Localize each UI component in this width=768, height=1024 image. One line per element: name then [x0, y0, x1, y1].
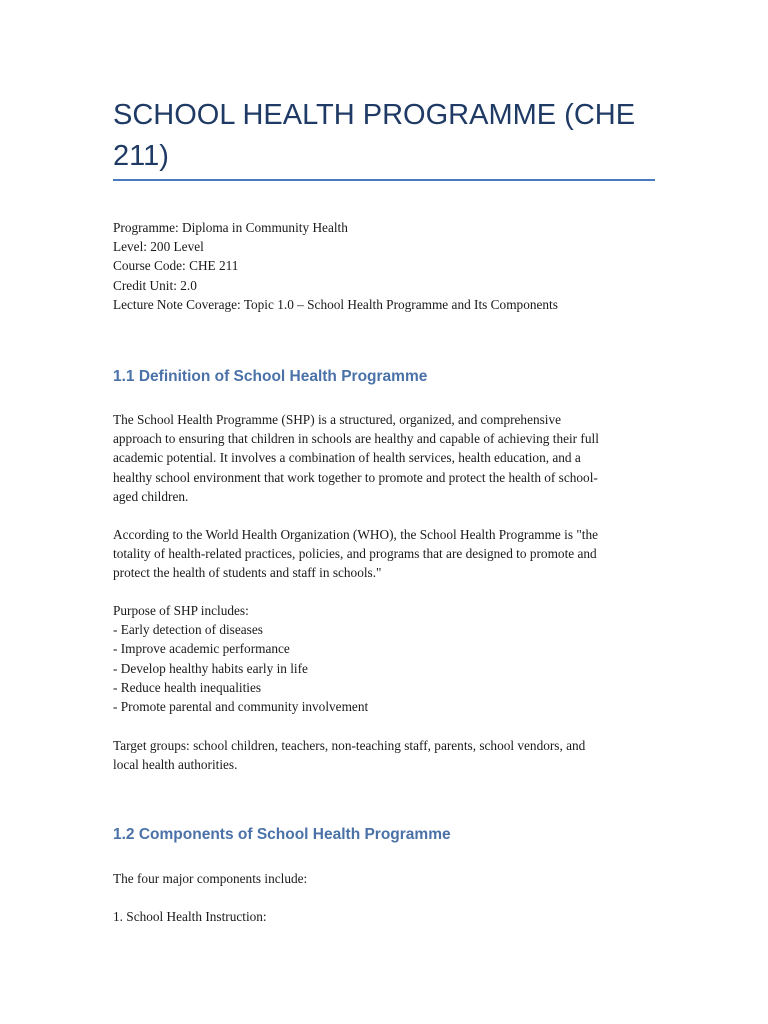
definition-line-1: The School Health Programme (SHP) is a structured, organized, and comprehensive	[113, 412, 562, 427]
target-line-1: Target groups: school children, teachers, non-teaching staff, parents, school vendors, and	[113, 738, 586, 753]
purpose-heading-line: Purpose of SHP includes:	[113, 603, 249, 618]
document-title	[113, 95, 658, 177]
who-line-1: According to the World Health Organization (WHO), the School Health Programme is "the	[113, 527, 599, 542]
section-2-intro-line: The four major components include:	[113, 871, 308, 886]
who-line-3: protect the health of students and staff in schools."	[113, 565, 382, 581]
definition-line-4: healthy school environment that work together to promote and protect the health of school-	[113, 469, 598, 485]
meta-course-code: Course Code: CHE 211	[113, 258, 239, 274]
purpose-item: - Develop healthy habits early in life	[113, 660, 308, 676]
who-line-2: totality of health-related practices, policies, and programs that are designed to promote and	[113, 546, 597, 562]
section-2-item-1	[113, 907, 658, 926]
purpose-item: - Reduce health inequalities	[113, 679, 262, 695]
section-1-heading: 1.1 Definition of School Health Programme	[113, 368, 428, 385]
section-2-item-1-line: 1. School Health Instruction:	[113, 909, 267, 924]
purpose-item: - Early detection of diseases	[113, 622, 263, 638]
definition-line-5: aged children.	[113, 488, 189, 504]
document-title-line-2: 211)	[113, 140, 169, 172]
purpose-item: - Improve academic performance	[113, 641, 290, 657]
section-1-purpose-list	[113, 601, 658, 716]
target-line-2: local health authorities.	[113, 757, 238, 773]
meta-programme: Programme: Diploma in Community Health	[113, 220, 348, 235]
section-1-definition-paragraph	[113, 410, 658, 506]
title-underline-divider	[113, 179, 655, 181]
section-1-target-groups-paragraph	[113, 736, 658, 774]
section-2-intro-paragraph	[113, 869, 658, 888]
purpose-item: - Promote parental and community involvement	[113, 699, 369, 715]
section-2-heading: 1.2 Components of School Health Programme	[113, 826, 451, 843]
meta-credit-unit: Credit Unit: 2.0	[113, 277, 197, 293]
definition-line-3: academic potential. It involves a combination of health services, health education, and a	[113, 450, 581, 466]
meta-lecture-coverage: Lecture Note Coverage: Topic 1.0 – School Health Programme and Its Components	[113, 296, 558, 312]
section-1-who-paragraph	[113, 525, 658, 583]
definition-line-2: approach to ensuring that children in schools are healthy and capable of achieving their full	[113, 431, 599, 447]
meta-level: Level: 200 Level	[113, 239, 204, 255]
course-meta-block	[113, 218, 658, 314]
document-title-line-1: SCHOOL HEALTH PROGRAMME (CHE	[113, 99, 636, 131]
